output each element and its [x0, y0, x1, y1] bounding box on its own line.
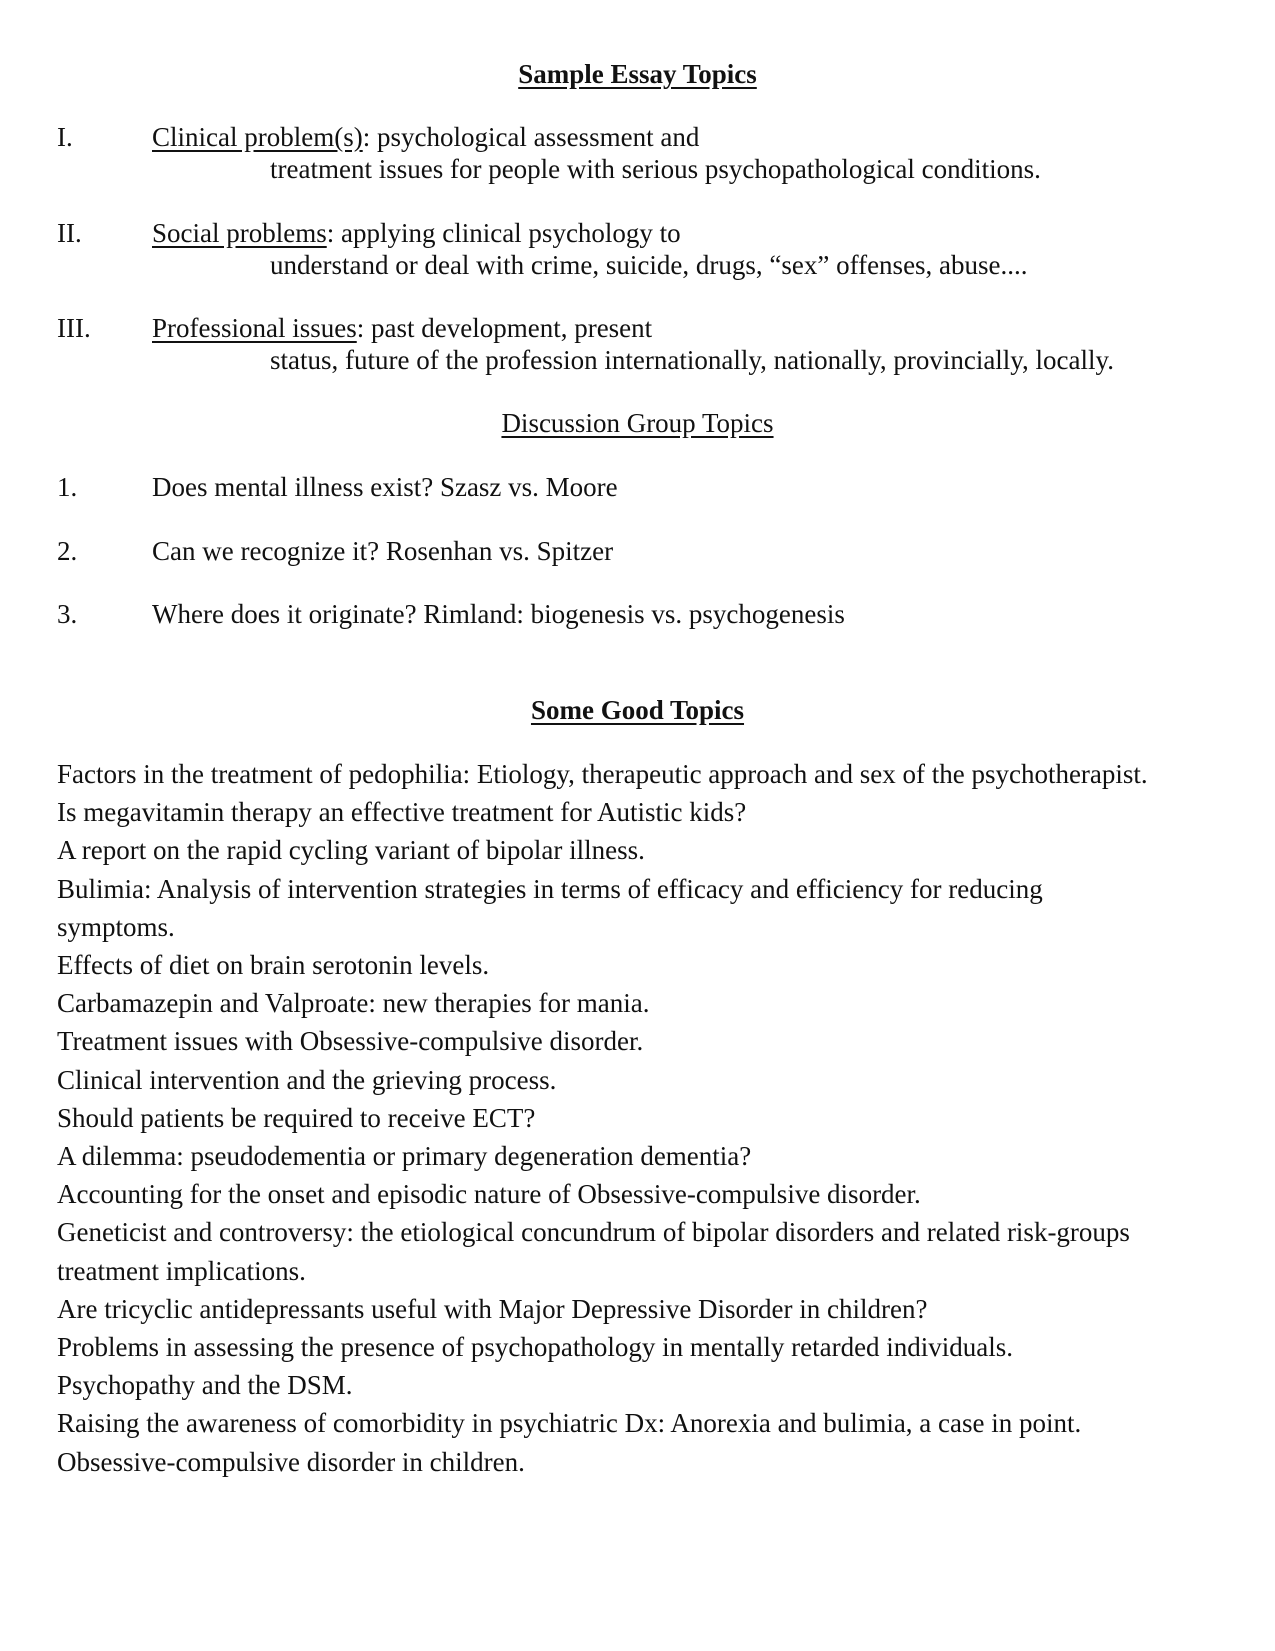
essay-topic-numeral: III. [57, 313, 91, 343]
good-topic-item: Are tricyclic antidepressants useful with Major Depressive Disorder in children? [57, 1293, 928, 1324]
essay-topic-label: Professional issues [152, 313, 357, 343]
essay-topic-description-start: : psychological assessment and [362, 122, 700, 152]
good-topic-item: Psychopathy and the DSM. [57, 1370, 353, 1401]
good-topic-item: Is megavitamin therapy an effective treatment for Autistic kids? [57, 797, 747, 828]
discussion-item-number: 1. [57, 472, 78, 502]
good-topic-item: A dilemma: pseudodementia or primary degeneration dementia? [57, 1141, 752, 1172]
good-topics-list [57, 755, 1167, 1481]
essay-topic-description-start: : applying clinical psychology to [326, 218, 681, 248]
good-topic-item: Treatment issues with Obsessive-compulsive disorder. [57, 1026, 644, 1057]
essay-topic-heading [152, 120, 699, 154]
essay-topic-heading [152, 216, 681, 250]
good-topic-item: Raising the awareness of comorbidity in psychiatric Dx: Anorexia and bulimia, a case in point. [57, 1408, 1082, 1439]
good-topic-item: Geneticist and controversy: the etiological concundrum of bipolar disorders and related risk-groups treatment implications. [57, 1217, 1130, 1286]
discussion-item-text: Does mental illness exist? Szasz vs. Moore [152, 472, 618, 502]
good-topic-item: Clinical intervention and the grieving process. [57, 1064, 557, 1095]
essay-topic-description-cont: status, future of the profession internationally, nationally, provincially, locally. [270, 345, 1115, 375]
essay-topic-label: Clinical problem(s) [152, 122, 363, 152]
good-topic-item: Bulimia: Analysis of intervention strategies in terms of efficacy and efficiency for reducing symptoms. [57, 873, 1043, 942]
discussion-item-number: 3. [57, 599, 78, 629]
discussion-item-text: Where does it originate? Rimland: biogenesis vs. psychogenesis [152, 599, 845, 629]
discussion-item-text: Can we recognize it? Rosenhan vs. Spitzer [152, 536, 614, 566]
good-topic-item: Obsessive-compulsive disorder in children. [57, 1446, 525, 1477]
good-topic-item: Carbamazepin and Valproate: new therapies for mania. [57, 988, 650, 1019]
essay-topic-description-start: : past development, present [356, 313, 653, 343]
essay-topic-numeral: II. [57, 218, 82, 248]
good-topic-item: Should patients be required to receive ECT? [57, 1102, 536, 1133]
good-topic-item: Accounting for the onset and episodic nature of Obsessive-compulsive disorder. [57, 1179, 921, 1210]
good-topic-item: Factors in the treatment of pedophilia: Etiology, therapeutic approach and sex of the psychotherapist. [57, 759, 1148, 789]
good-topic-item: Problems in assessing the presence of psychopathology in mentally retarded individuals. [57, 1332, 1014, 1363]
essay-topic-description-cont: understand or deal with crime, suicide, drugs, “sex” offenses, abuse.... [270, 250, 1028, 280]
discussion-item-number: 2. [57, 536, 78, 566]
discussion-heading: Discussion Group Topics [501, 408, 774, 438]
page-title: Sample Essay Topics [518, 59, 757, 89]
good-topic-item: Effects of diet on brain serotonin levels. [57, 950, 490, 981]
essay-topic-label: Social problems [152, 218, 327, 248]
good-topics-heading: Some Good Topics [530, 695, 745, 725]
essay-topic-description-cont: treatment issues for people with serious psychopathological conditions. [270, 154, 1041, 184]
essay-topic-numeral: I. [57, 122, 73, 152]
good-topic-item: A report on the rapid cycling variant of bipolar illness. [57, 835, 645, 866]
essay-topic-heading [152, 311, 652, 345]
